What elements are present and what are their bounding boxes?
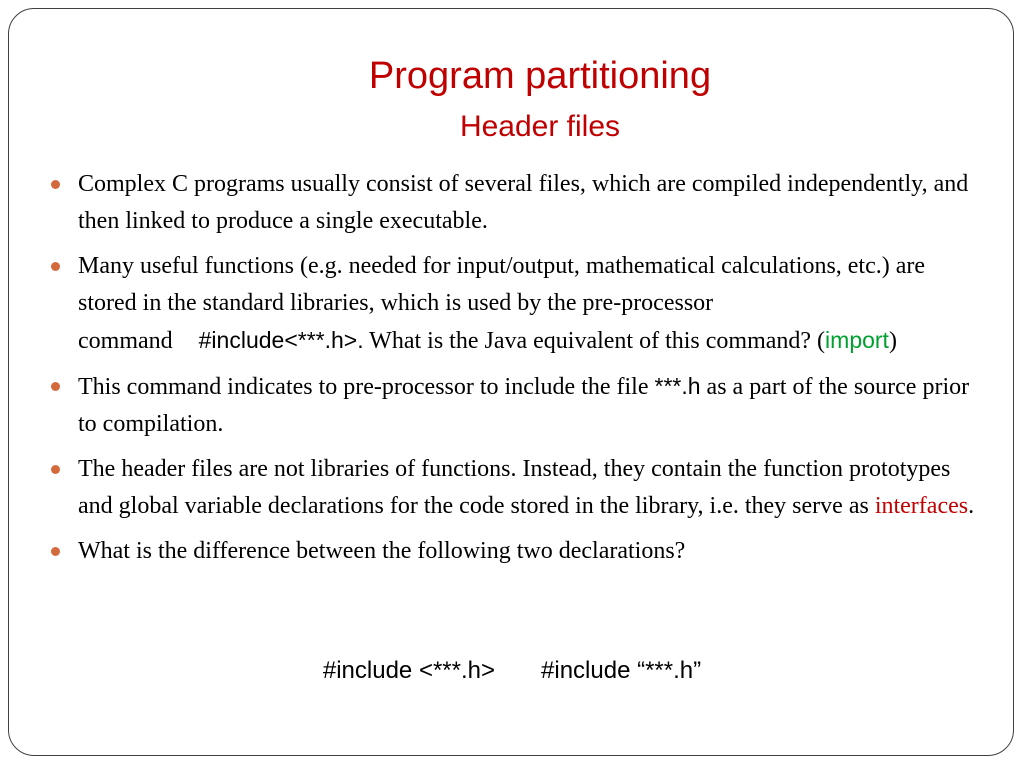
bullet-item-2 [48, 248, 988, 360]
bullet-item-3 [48, 368, 988, 443]
import-keyword: import [825, 327, 889, 353]
bullet-text-2-end: ) [888, 328, 897, 354]
bullet-text-5: What is the difference between the following two declarations? [78, 538, 686, 564]
declarations-line [0, 653, 1024, 689]
bullet-text-4-end: . [968, 493, 975, 519]
bullet-list [48, 166, 988, 578]
slide-subtitle: Header files [459, 110, 621, 143]
slide-title: Program partitioning [368, 55, 712, 97]
bullet-item-4 [48, 451, 988, 525]
bullet-dot-icon [51, 382, 60, 391]
bullet-text-2-question: What is the Java equivalent of this command? ( [363, 328, 826, 354]
interfaces-term: interfaces [874, 493, 969, 519]
bullet-text-1: Complex C programs usually consist of several files, which are compiled independently, and then linked to produce a single executable. [78, 171, 969, 234]
bullet-dot-icon [51, 547, 60, 556]
declaration-angle-brackets: #include <***.h> [322, 657, 496, 684]
bullet-dot-icon [51, 262, 60, 271]
header-file-name: ***.h [654, 373, 701, 399]
bullet-item-5 [48, 533, 988, 570]
bullet-dot-icon [51, 180, 60, 189]
bullet-item-1 [48, 166, 988, 240]
declaration-quotes: #include “***.h” [541, 657, 702, 684]
bullet-text-2: Many useful functions (e.g. needed for input/output, mathematical calculations, etc.) are stored in the standard libraries, which is used by the pre-processor command [78, 253, 926, 354]
bullet-text-4: The header files are not libraries of functions. Instead, they contain the function prototypes and global variable declarations for the code stored in the library, i.e. they serve as [78, 456, 951, 519]
include-command: #include<***.h>. [198, 327, 364, 353]
bullet-dot-icon [51, 465, 60, 474]
bullet-text-3: This command indicates to pre-processor to include the file [78, 374, 655, 400]
bullet-text-3-end: as a part of the source prior to compilation. [78, 374, 970, 437]
